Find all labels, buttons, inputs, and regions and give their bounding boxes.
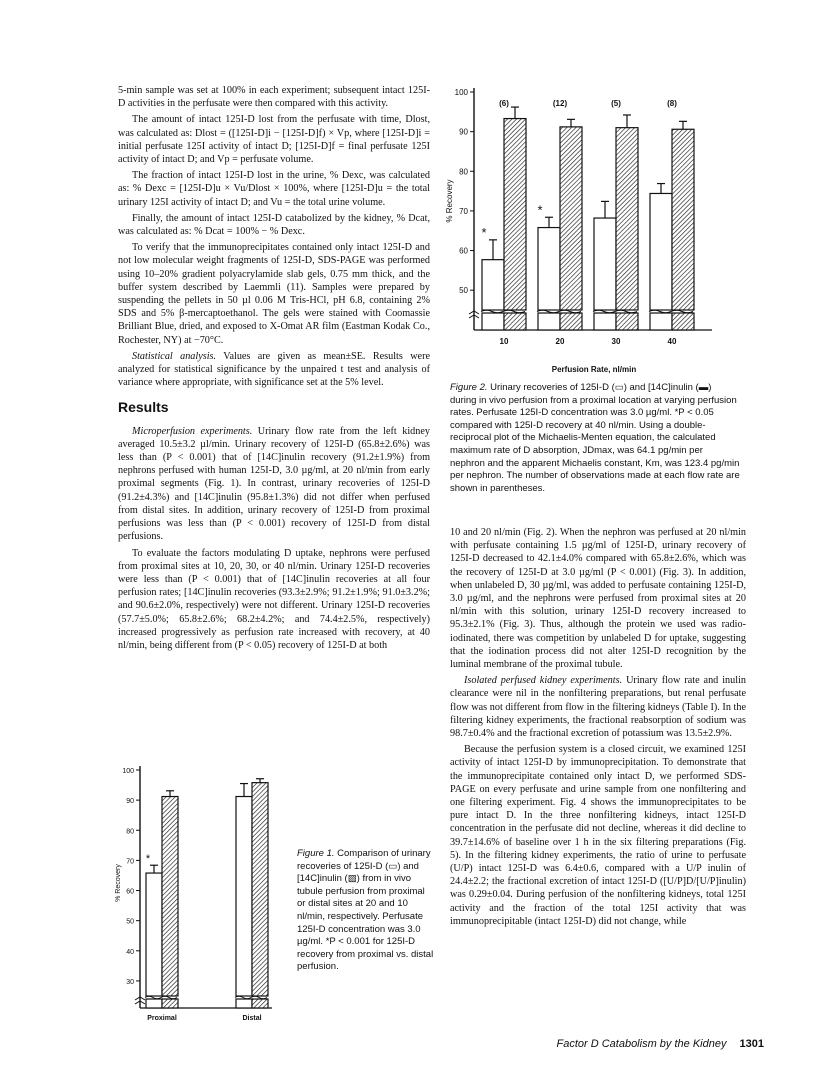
paragraph-body: Urinary flow rate and inulin clearance were nil in the nonfiltering preparations, but renal perfusate flow was not different from flow in the filtering kidneys (Table I). In the filtering kidney experiments, the fractional reabsorption of sodium was 98.7±0.4% and the fractional excretion of potassium was 13.5±2.9%. [450,675,746,740]
y-tick-label: 70 [126,858,134,866]
y-axis-label: % Recovery [445,179,454,223]
paragraph-body: Values are given as mean±SE. Results were analyzed for statistical significance by the unpaired t test and analysis of variance where appropriate, with significance set at the 5% level. [118,350,430,389]
bar-base [594,313,616,330]
bar-break [503,310,525,313]
bar-break [649,310,671,313]
y-tick-label: 80 [459,167,468,177]
bar-break [161,996,177,999]
figure-2-chart [440,82,720,377]
bar [162,797,178,996]
bar-break [537,310,559,313]
y-tick-label: 100 [122,768,134,775]
bar-base [252,999,268,1008]
paragraph: To verify that the immunoprecipitates contained only intact 125I-D and not low molecular weight fragments of 125I-D, SDS-PAGE was performed using 10–20% gradient polyacrylamide slab gels, 0.75 mm thick, and the buffer system described by Laemmli (11). Samples were prepared by suspending the pellets in 50 µl 0.06 M Tris-HCl, pH 6.8, containing 2% SDS and 5% β-mercaptoethanol. The gels were stained with Coomassie Brilliant Blue, dried, and exposed to X-Omat AR film (Eastman Kodak Co., Rochester, NY) at −70°C. [118,242,430,346]
bar [504,119,526,310]
x-axis-label: Perfusion Rate, nl/min [551,365,637,374]
bar-break [481,310,503,313]
bar-base [672,313,694,330]
significance-marker: * [481,224,487,240]
paragraph: 5-min sample was set at 100% in each experiment; subsequent intact 125I-D activities in the perfusate were then compared with this activity. [118,85,430,110]
left-text-column [118,84,430,655]
bar-base [236,999,252,1008]
paragraph-body: Urinary flow rate from the left kidney averaged 10.5±3.2 µl/min. Urinary recovery of 125I-D (65.8±2.6%) was less than (P < 0.001) that of [14C]inulin recovery (91.2±1.9%) from nephrons perfused with human 125I-D, 3.0 µg/ml, at 20 nl/min from early proximal segments (Fig. 1). In contrast, urinary recoveries of 125I-D (91.2±4.3%) and [14C]inulin (95.8±1.3%) did not differ when perfused from distal sites. In addition, urinary recovery of 125I-D from proximal perfusions was less than (P < 0.001) recovery of 125I-D from distal perfusions. [118,425,430,543]
bar [236,797,252,996]
caption-text: Urinary recoveries of 125I-D (▭) and [14C]inulin (▬) during in vivo perfusion from a proximal location at varying perfusion rates. Perfusate 125I-D concentration was 3.0 µg/ml. *P < 0.05 compared with 125I-D recovery at 40 nl/min. Using a double-reciprocal plot of the Michaelis-Menten equation, the calculated maximum rate of D absorption, JDmax, was 64.1 pg/min per nephron and the apparent Michaelis constant, Km, was 123.4 pg/min per nephron. The number of observations made at each flow rate are shown in parentheses. [450,382,740,494]
bar-base [560,313,582,330]
bar-break [145,996,161,999]
x-tick-label: 30 [611,337,621,346]
caption-label: Figure 2. [450,382,488,393]
y-tick-label: 50 [459,286,468,296]
bar [616,128,638,310]
page-footer [556,1038,764,1050]
paragraph-lead: Statistical analysis. [132,350,217,362]
bar [560,127,582,310]
y-tick-label: 90 [459,127,468,137]
section-heading: Results [118,399,169,416]
y-tick-label: 100 [454,88,468,97]
figure-1-chart [112,760,282,1025]
bar-base [650,313,672,330]
paragraph [118,350,430,390]
page-number: 1301 [739,1038,764,1050]
bar-base [504,313,526,330]
bar [538,228,560,310]
bar-base [482,313,504,330]
significance-marker: * [145,853,151,866]
paragraph [450,674,746,740]
y-tick-label: 90 [126,798,134,806]
y-tick-label: 60 [459,246,468,256]
bar-base [538,313,560,330]
bar-base [146,999,162,1008]
x-tick-label: 40 [667,337,677,346]
paragraph: To evaluate the factors modulating D uptake, nephrons were perfused from proximal sites at 10, 20, 30, or 40 nl/min. Urinary 125I-D recoveries were less than (P < 0.001) that of [14C]inulin recoveries at all four perfusion rates; [14C]inulin recoveries (93.3±2.9%; 91.2±1.9%; 91.0±3.2%; and 90.6±2.0%, respectively) were not different. Urinary 125I-D recoveries (57.7±5.0%; 65.8±2.6%; 68.2±4.2%; and 74.4±2.5%, respectively) increased progressively as perfusion rate increased with recovery, at 40 nl/min, being different from (P < 0.05) recovery of 125I-D at both [118,547,430,651]
running-title: Factor D Catabolism by the Kidney [556,1038,727,1050]
paragraph: The fraction of intact 125I-D lost in the urine, % Dexc, was calculated as: % Dexc = [125I-D]u × Vu/Dlost × 100%, where [125I-D]u = the total urinary 125I activity of intact D; and Vu = the total urine volume. [118,170,430,208]
n-count-label: (6) [499,99,509,108]
y-tick-label: 40 [126,948,134,956]
n-count-label: (8) [667,99,677,108]
significance-marker: * [537,202,543,218]
y-tick-label: 50 [126,918,134,926]
bar [146,873,162,996]
n-count-label: (5) [611,99,621,108]
paragraph-lead: Isolated perfused kidney experiments. [464,675,623,687]
paragraph [118,425,430,544]
n-count-label: (12) [552,99,568,108]
bar [650,193,672,310]
y-tick-label: 70 [459,206,468,216]
paragraph: Because the perfusion system is a closed circuit, we examined 125I activity of intact 125I-D by immunoprecipitation. To demonstrate that the immunoprecipitate contained only intact D, we performed SDS-PAGE on every perfusate and urine sample from one nonfiltering and one filtering experiment. Fig. 4 shows the immunoprecipitates to be pure intact D. In the three nonfiltering kidneys, intact 125I-D concentration in the perfusate did not decline, whereas it did decline to 39.7±14.6% of baseline over 1 h in the six filtering preparations (Fig. 5). In the filtering kidney experiments, the ratio of urine to perfusate (U/P) intact 125I-D was 6.4±0.6, compared with a U/P inulin of 24.4±2.2; the fractional excretion of intact 125I-D ([U/P]D/[U/P]inulin) was 0.29±0.04. During perfusion of the nonfiltering kidneys, total 125I activity and the fraction of the total 125I activity that was immunoprecipitable (intact 125I-D) did not change, while [450,744,746,927]
x-tick-label: Distal [242,1015,262,1022]
bar [672,129,694,310]
y-axis-label: % Recovery [115,864,122,902]
caption-text: Comparison of urinary recoveries of 125I-D (▭) and [14C]inulin (▨) from in vivo tubule perfusion from proximal or distal sites at 20 and 10 nl/min, respectively. Perfusate 125I-D concentration was 3.0 µg/ml. *P < 0.001 for 125I-D recovery from proximal vs. distal perfusion. [297,848,434,973]
bar-base [162,999,178,1008]
bar-break [671,310,693,313]
bar-break [235,996,251,999]
figure-2-caption [450,382,740,495]
bar [482,260,504,310]
y-tick-label: 30 [126,978,134,986]
paragraph: 10 and 20 nl/min (Fig. 2). When the nephron was perfused at 20 nl/min with perfusate containing 1.5 µg/ml of 125I-D, urinary recovery of 125I-D decreased to 42.1±4.0% compared with 65.8±2.6%, which was the recovery of 125I-D at 3.0 µg/ml (P < 0.001) (Fig. 3). In addition, when unlabeled D, 30 µg/ml, was added to perfusate containing 125I-D, 3.0 µg/ml, and the nephrons were perfused from proximal sites at 20 nl/min with this solution, urinary 125I-D recovery increased to 95.3±2.1% (Fig. 3). Thus, although the protein we used was radio-iodinated, there was competition by unlabeled D for uptake, suggesting that the iodination process did not alter 125I-D recognition by the luminal membrane of the proximal tubule. [450,527,746,671]
bar [252,783,268,996]
y-tick-label: 80 [126,828,134,836]
x-tick-label: 20 [555,337,565,346]
bar-break [593,310,615,313]
x-tick-label: Proximal [147,1015,177,1022]
paragraph: The amount of intact 125I-D lost from the perfusate with time, Dlost, was calculated as: Dlost = ([125I-D]i − [125I-D]f) × Vp, where [125I-D]i = initial perfusate 125I activity of intact D; [125I-D]f = final perfusate 125I activity of intact D; and Vp = perfusate volume. [118,114,430,166]
y-tick-label: 60 [126,888,134,896]
bar-base [616,313,638,330]
figure-1-caption [297,848,435,974]
bar [594,218,616,310]
right-text-column [450,526,746,931]
bar-break [559,310,581,313]
paragraph-lead: Microperfusion experiments. [132,425,253,437]
paragraph: Finally, the amount of intact 125I-D catabolized by the kidney, % Dcat, was calculated as: % Dcat = 100% − % Dexc. [118,212,430,238]
bar-break [251,996,267,999]
x-tick-label: 10 [499,337,509,346]
bar-break [615,310,637,313]
caption-label: Figure 1. [297,848,335,859]
